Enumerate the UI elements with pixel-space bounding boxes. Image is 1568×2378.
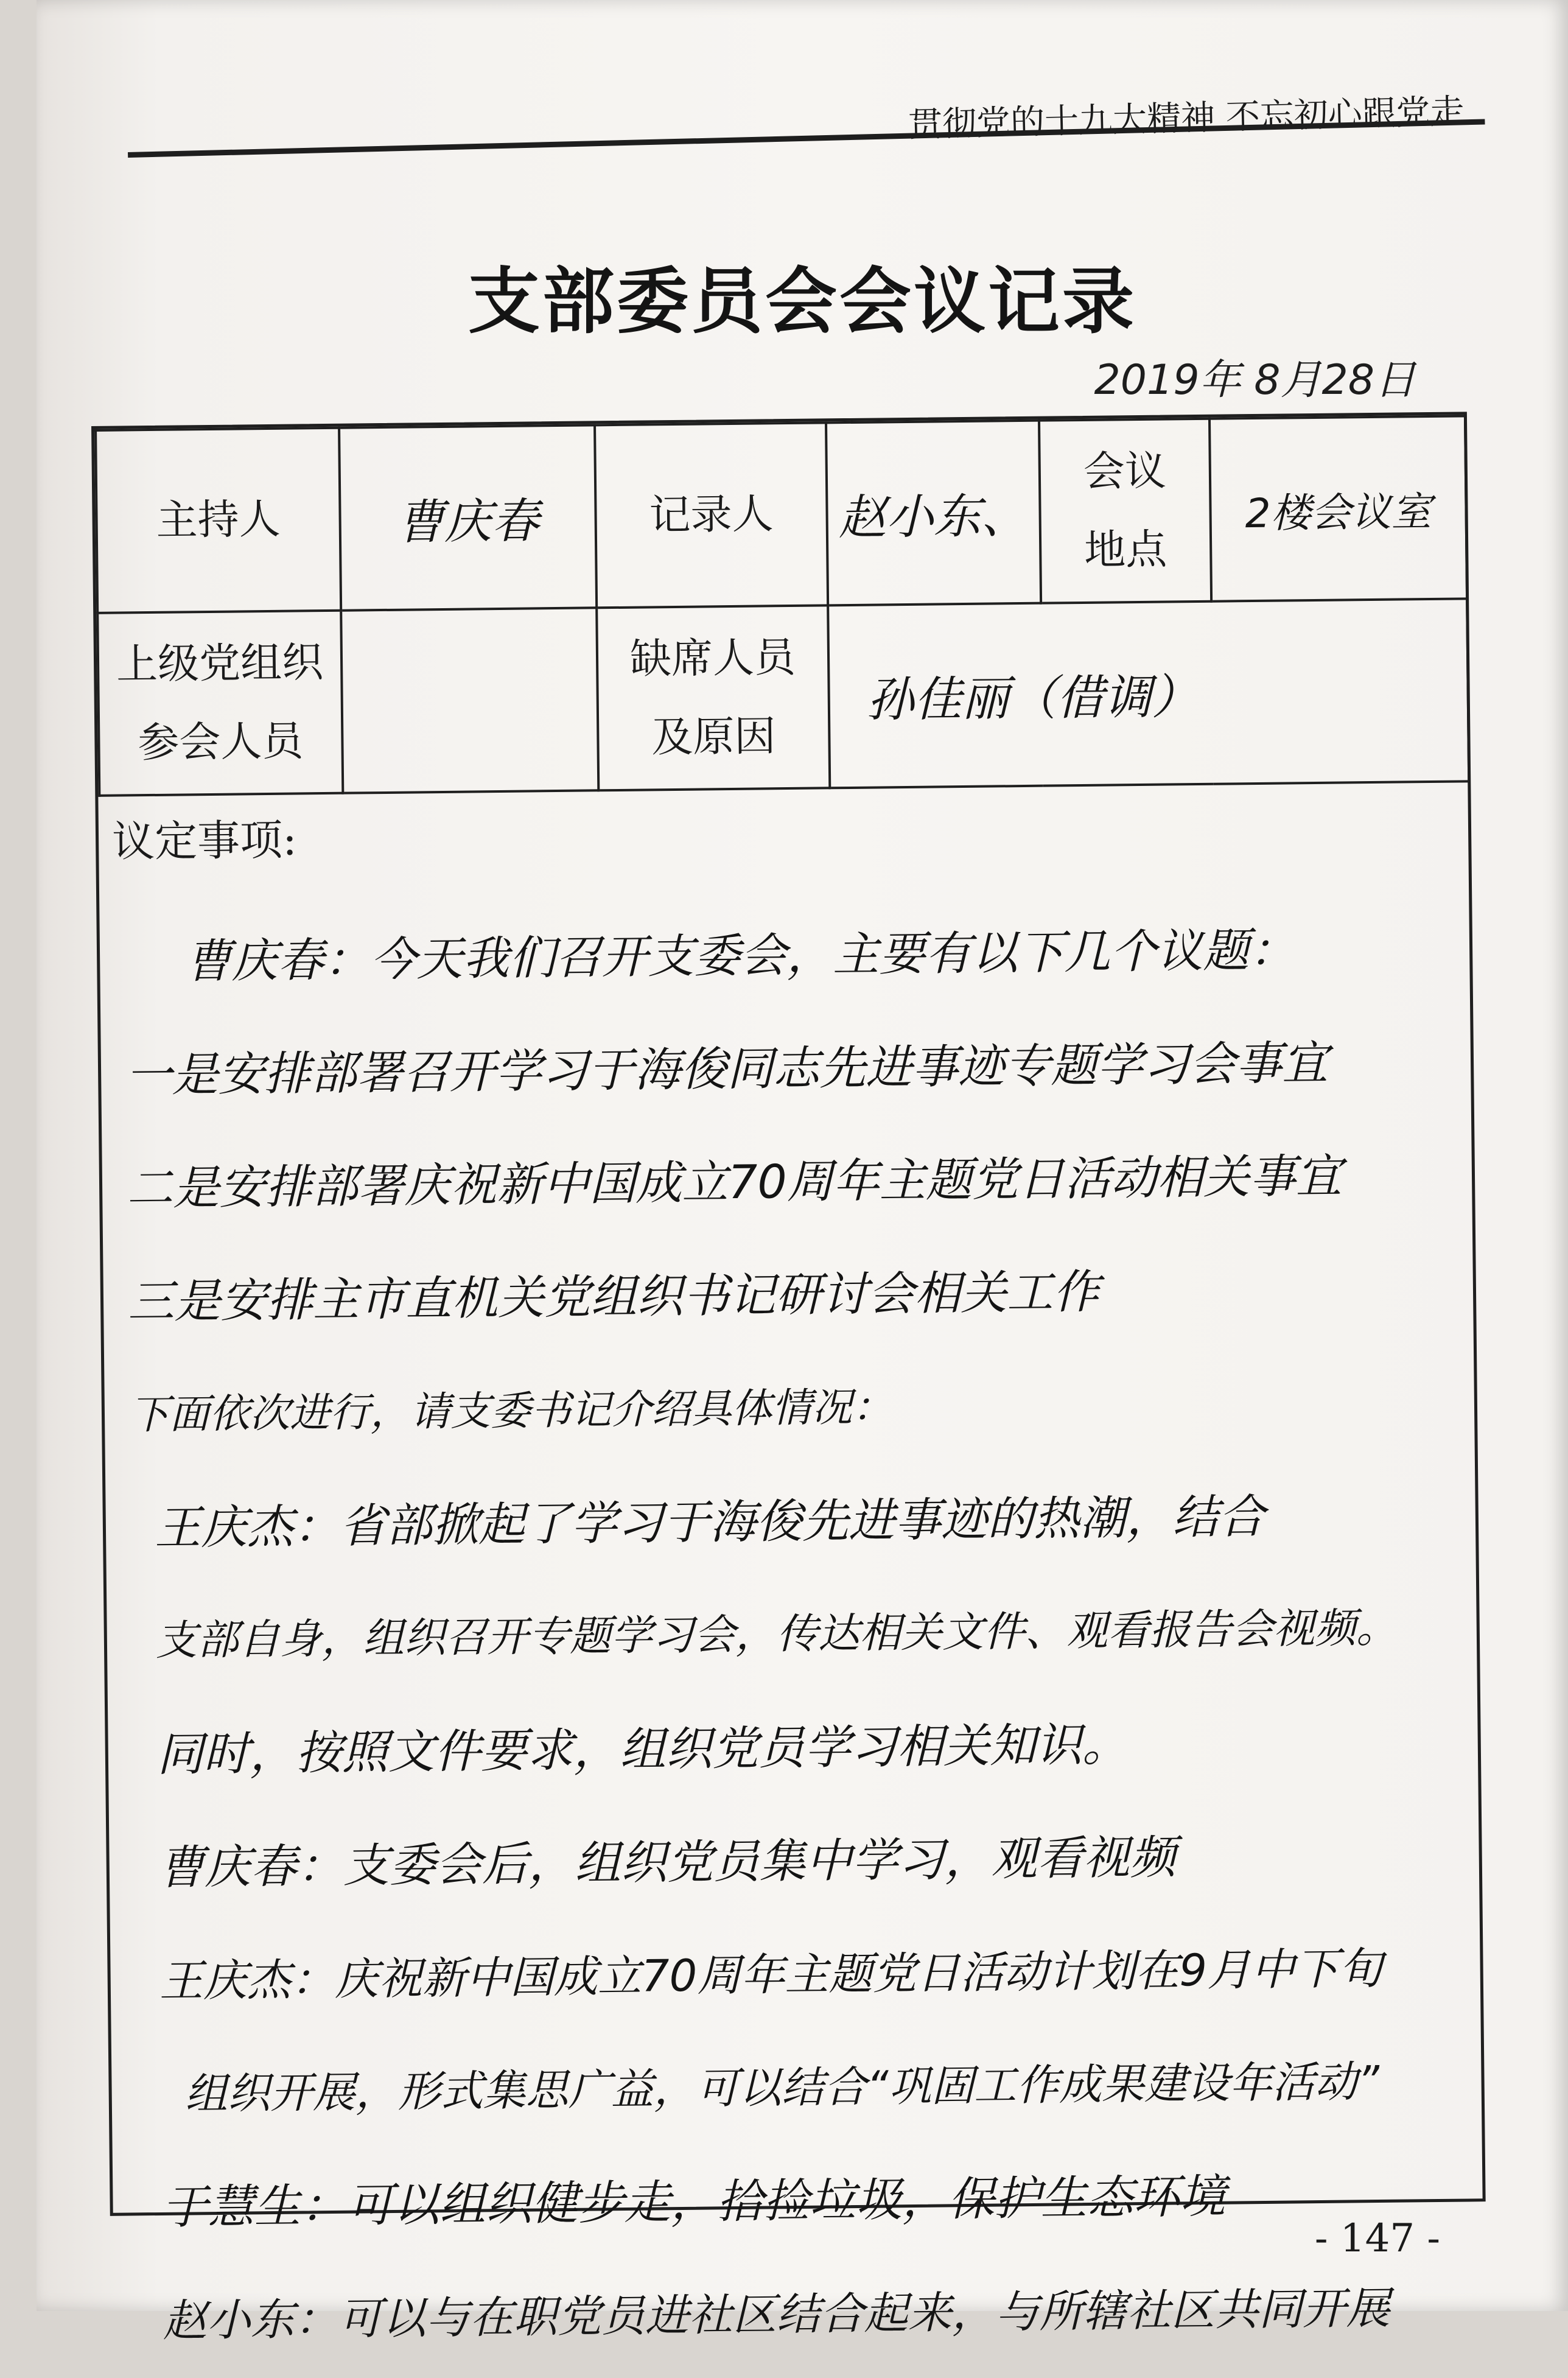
note-line: 三是安排主市直机关党组织书记研讨会相关工作 [127, 1264, 1100, 1329]
note-line: 赵小东：可以与在职党员进社区结合起来，与所辖社区共同开展 [163, 2282, 1390, 2346]
resolved-items-label: 议定事项: [111, 815, 298, 867]
info-table [94, 415, 1470, 797]
page-number: - 147 - [1314, 2216, 1440, 2261]
note-line: 王庆杰：庆祝新中国成立70周年主题党日活动计划在9月中下旬 [159, 1942, 1383, 2007]
resolved-items-notes [99, 891, 1484, 2377]
header-slogan: 贯彻党的十九大精神 不忘初心跟党走 [908, 91, 1465, 146]
info-row-1 [96, 416, 1467, 613]
absent-label-line2: 及原因 [651, 712, 776, 762]
superior-label-line1: 上级党组织 [116, 638, 324, 689]
note-line: 一是安排部署召开学习于海俊同志先进事迹专题学习会事宜 [125, 1035, 1329, 1103]
superior-label-line2: 参会人员 [138, 717, 304, 768]
absent-value-cell [828, 598, 1469, 788]
host-label-cell [96, 428, 341, 613]
absent-label-line1: 缺席人员 [629, 633, 796, 684]
note-line: 支部自身，组织召开专题学习会，传达相关文件、观看报告会视频。 [155, 1604, 1398, 1665]
superior-label-cell [97, 611, 343, 796]
recorder-value-cell [826, 421, 1041, 606]
note-line: 曹庆春：今天我们召开支委会，主要有以下几个议题： [184, 922, 1296, 989]
location-value-cell [1209, 416, 1467, 601]
absent-value: 孙佳丽（借调） [866, 669, 1200, 728]
header-rule [128, 119, 1485, 158]
meeting-date: 2019年 8月28日 [1094, 356, 1416, 404]
note-line: 于慧生：可以组织健步走，拾捡垃圾，保护生态环境 [161, 2169, 1227, 2234]
location-label-line1: 会议 [1083, 447, 1167, 496]
superior-value-cell [341, 608, 598, 793]
note-line: 下面依次进行，请支委书记介绍具体情况： [128, 1383, 893, 1439]
note-line: 王庆杰：省部掀起了学习于海俊先进事迹的热潮，结合 [154, 1489, 1265, 1556]
info-row-2 [97, 598, 1469, 796]
absent-label-cell [597, 605, 830, 790]
host-value-cell [339, 425, 597, 610]
recorder-label-cell [595, 423, 828, 608]
recorder-label: 记录人 [649, 490, 774, 540]
note-line: 二是安排部署庆祝新中国成立70周年主题党日活动相关事宜 [126, 1148, 1343, 1216]
host-value: 曹庆春 [396, 494, 540, 550]
note-line: 同时，按照文件要求，组织党员学习相关知识。 [156, 1717, 1129, 1781]
recorder-value: 赵小东、 [838, 488, 1029, 546]
note-line: 组织开展，形式集思广益，可以结合“巩固工作成果建设年活动” [184, 2056, 1380, 2119]
location-label-cell [1039, 419, 1211, 603]
location-label-line2: 地点 [1083, 525, 1167, 575]
document-page [37, 0, 1568, 2346]
page-title: 支部委员会会议记录 [467, 259, 1136, 343]
location-value: 2楼会议室 [1245, 488, 1432, 537]
note-line: 曹庆春：支委会后，组织党员集中学习，观看视频 [158, 1829, 1177, 1895]
host-label: 主持人 [156, 496, 281, 545]
